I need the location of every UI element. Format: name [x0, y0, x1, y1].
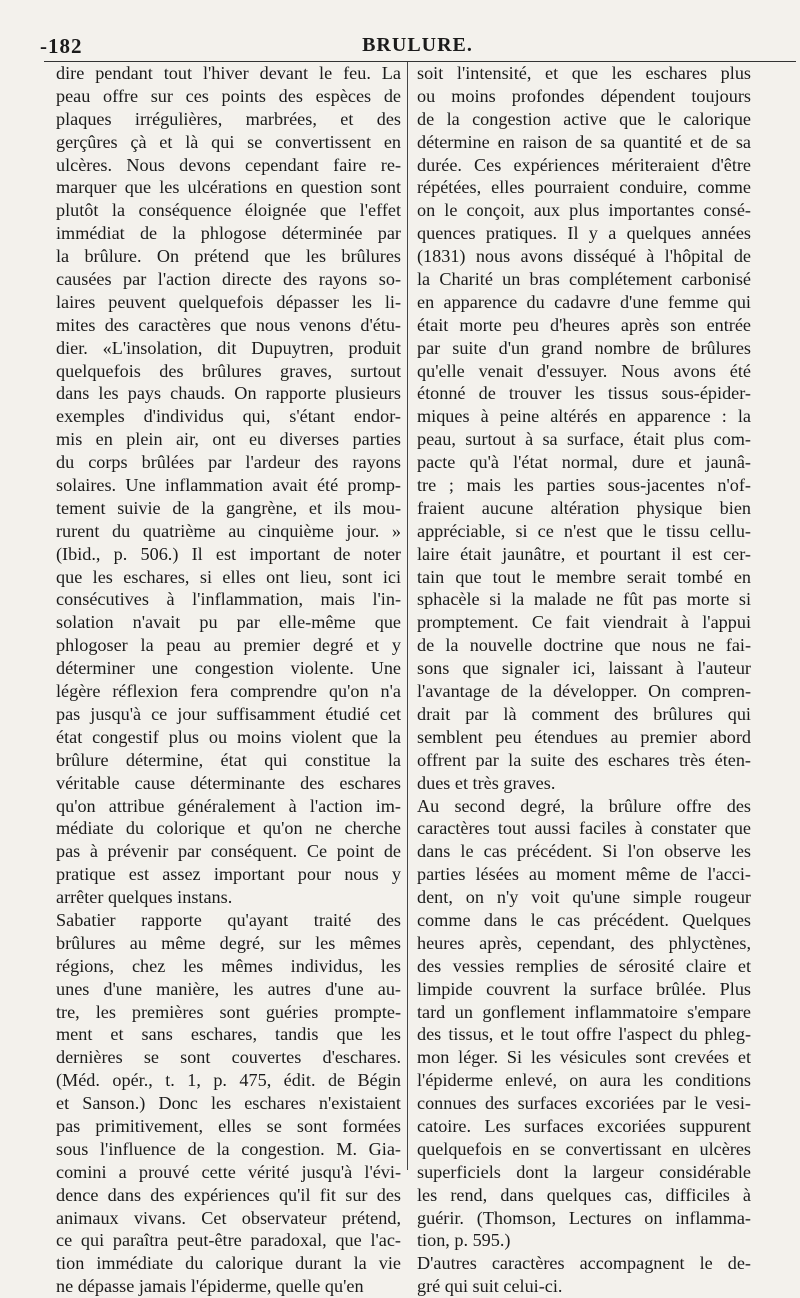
text-line: guérir. (Thomson, Lectures on inflamma- — [417, 1207, 751, 1228]
text-line: dues et très graves. — [417, 772, 556, 793]
text-line: et Sanson.) Donc les eschares n'existaient — [56, 1093, 401, 1114]
text-line: dent, on n'y voit qu'une simple rougeur — [417, 887, 751, 908]
text-line: Sabatier rapporte qu'ayant traité des — [56, 909, 401, 930]
text-line: état congestif plus ou moins violent que la — [56, 726, 401, 747]
text-line: légère réflexion fera comprendre qu'on n'a — [56, 681, 401, 702]
text-line: par suite d'un grand nombre de brûlures — [417, 337, 751, 358]
right-column — [417, 62, 751, 1298]
text-line: dence dans des expériences qu'il fit sur des — [56, 1184, 401, 1205]
text-line: miques à peine altérés en apparence : la — [417, 406, 751, 427]
text-line: pratique est assez important pour nous y — [56, 864, 401, 885]
text-line: tre ; mais les parties sous-jacentes n'of- — [417, 475, 751, 496]
text-line: parties lésées au moment même de l'acci- — [417, 864, 751, 885]
text-line: véritable cause déterminante des eschares — [56, 772, 401, 793]
text-line: ulcères. Nous devons cependant faire re- — [56, 154, 401, 175]
text-line: dans le cas précédent. Si l'on observe les — [417, 841, 751, 862]
text-line: (Ibid., p. 506.) Il est important de noter — [56, 543, 401, 564]
text-line: gerçûres çà et là qui se convertissent en — [56, 131, 401, 152]
text-line: comme dans le cas précédent. Quelques — [417, 909, 751, 930]
text-line: pas primitivement, elles se sont formées — [56, 1115, 401, 1136]
text-line: tain que tout le membre serait tombé en — [417, 566, 751, 587]
text-line: on le conçoit, aux plus importantes consé- — [417, 200, 751, 221]
text-line: immédiat de la phlogose déterminée par — [56, 223, 401, 244]
text-line: consécutives à l'inflammation, mais l'in- — [56, 589, 401, 610]
text-line: la brûlure. On prétend que les brûlures — [56, 246, 401, 267]
text-line: tion, p. 595.) — [417, 1230, 511, 1251]
text-line: détermine en raison de sa quantité et de sa — [417, 131, 751, 152]
text-line: Au second degré, la brûlure offre des — [417, 795, 751, 816]
text-line: déterminer une congestion violente. Une — [56, 658, 401, 679]
text-line: ce qui paraîtra peut-être paradoxal, que l'ac- — [56, 1230, 401, 1251]
text-line: (Méd. opér., t. 1, p. 475, édit. de Bégin — [56, 1070, 401, 1091]
text-line: pacte qu'à l'état normal, dure et jaunâ- — [417, 452, 751, 473]
text-line: fraient aucune altération physique bien — [417, 497, 751, 518]
text-line: durée. Ces expériences mériteraient d'être — [417, 154, 751, 175]
text-line: limpide couvrent la surface brûlée. Plus — [417, 978, 751, 999]
text-line: sphacèle si la malade ne fût pas morte si — [417, 589, 751, 610]
left-column — [56, 62, 401, 1298]
text-line: du corps brûlées par l'ardeur des rayons — [56, 452, 401, 473]
text-line: tement suivie de la gangrène, et ils mou- — [56, 497, 401, 518]
text-line: comini a prouvé cette vérité jusqu'à l'évi- — [56, 1161, 401, 1182]
text-line: connues des surfaces excoriées par le vesi- — [417, 1093, 751, 1114]
text-line: animaux vivans. Cet observateur prétend, — [56, 1207, 401, 1228]
text-line: semblent peu étendues au premier abord — [417, 726, 751, 747]
text-line: plutôt la conséquence éloignée que l'effet — [56, 200, 401, 221]
running-title: BRULURE. — [362, 34, 473, 56]
text-line: unes d'une manière, les autres d'une au- — [56, 978, 401, 999]
text-line: (1831) nous avons disséqué à l'hôpital de — [417, 246, 751, 267]
text-line: brûlures au même degré, sur les mêmes — [56, 932, 401, 953]
text-line: exemples d'individus qui, s'étant endor- — [56, 406, 401, 427]
text-line: des tissus, et le tout offre l'aspect du phleg- — [417, 1024, 751, 1045]
text-line: D'autres caractères accompagnent le de- — [417, 1253, 751, 1274]
text-line: de la nouvelle doctrine que nous ne fai- — [417, 635, 751, 656]
text-line: médiate du colorique et qu'on ne cherche — [56, 818, 401, 839]
text-line: pas jusqu'à ce jour suffisamment étudié cet — [56, 703, 401, 724]
text-line: phlogoser la peau au premier degré et y — [56, 635, 401, 656]
text-line: ment et sans eschares, tandis que les — [56, 1024, 401, 1045]
page-header — [40, 34, 795, 60]
text-line: mis en plein air, ont eu diverses parties — [56, 429, 401, 450]
text-line: offrent par la suite des eschares très éten- — [417, 749, 751, 770]
text-line: appréciable, si ce n'est que le tissu cellu- — [417, 520, 751, 541]
text-line: les rend, dans quelques cas, difficiles à — [417, 1184, 751, 1205]
text-line: catoire. Les surfaces excoriées suppurent — [417, 1115, 751, 1136]
text-line: quences pratiques. Il y a quelques années — [417, 223, 751, 244]
text-line: qu'elle venait d'essuyer. Nous avons été — [417, 360, 751, 381]
text-line: l'épiderme enlevé, on aura les conditions — [417, 1070, 751, 1091]
text-line: des vessies remplies de sérosité claire et — [417, 955, 751, 976]
text-line: causées par l'action directe des rayons so- — [56, 269, 401, 290]
text-line: promptement. Ce fait viendrait à l'appui — [417, 612, 751, 633]
text-line: en apparence du cadavre d'une femme qui — [417, 291, 751, 312]
text-line: mon léger. Si les vésicules sont crevées et — [417, 1047, 751, 1068]
text-line: tion immédiate du calorique durant la vie — [56, 1253, 401, 1274]
text-line: arrêter quelques instans. — [56, 887, 233, 908]
text-line: qu'on attribue généralement à l'action im- — [56, 795, 401, 816]
text-line: plaques irrégulières, marbrées, et des — [56, 108, 401, 129]
text-line: peau offre sur ces points des espèces de — [56, 85, 401, 106]
text-line: mites des caractères que nous venons d'étu- — [56, 314, 401, 335]
text-line: laire était jaunâtre, et pourtant il est cer- — [417, 543, 751, 564]
text-line: ne dépasse jamais l'épiderme, quelle qu'en — [56, 1276, 364, 1297]
text-line: de la congestion active que le calorique — [417, 108, 751, 129]
text-line: peau, surtout à sa surface, était plus com- — [417, 429, 751, 450]
text-line: était morte peu d'heures après son entrée — [417, 314, 751, 335]
text-line: drait par là comment des brûlures qui — [417, 703, 751, 724]
text-line: ou moins profondes dépendent toujours — [417, 85, 751, 106]
text-line: gré qui suit celui-ci. — [417, 1276, 563, 1297]
text-line: tard un gonflement inflammatoire s'empare — [417, 1001, 751, 1022]
text-line: tre, les premières sont guéries prompte- — [56, 1001, 401, 1022]
text-line: dier. «L'insolation, dit Dupuytren, produit — [56, 337, 401, 358]
text-line: sons que signaler ici, laissant à l'auteur — [417, 658, 751, 679]
text-line: pas à prévenir par conséquent. Ce point de — [56, 841, 401, 862]
text-line: marquer que les ulcérations en question sont — [56, 177, 401, 198]
text-line: dire pendant tout l'hiver devant le feu. La — [56, 63, 401, 83]
text-line: rurent du quatrième au cinquième jour. » — [56, 520, 401, 541]
text-line: solation n'avait pu par elle-même que — [56, 612, 401, 633]
text-line: solaires. Une inflammation avait été promp- — [56, 475, 401, 496]
text-line: sous l'influence de la congestion. M. Gia- — [56, 1138, 401, 1159]
text-line: brûlure détermine, état qui constitue la — [56, 749, 401, 770]
text-line: étonné de trouver les tissus sous-épider- — [417, 383, 751, 404]
text-line: laires peuvent quelquefois dépasser les li- — [56, 291, 401, 312]
text-line: dans les pays chauds. On rapporte plusieurs — [56, 383, 401, 404]
text-line: superficiels dont la largeur considérable — [417, 1161, 751, 1182]
text-line: la Charité un bras complétement carbonisé — [417, 269, 751, 290]
text-line: soit l'intensité, et que les eschares plus — [417, 63, 751, 83]
text-line: heures après, cependant, des phlyctènes, — [417, 932, 751, 953]
text-line: quelquefois en se convertissant en ulcères — [417, 1138, 751, 1159]
text-line: dernières se sont couvertes d'eschares. — [56, 1047, 401, 1068]
text-line: répétées, elles pourraient conduire, comme — [417, 177, 751, 198]
text-line: que les eschares, si elles ont lieu, sont ici — [56, 566, 401, 587]
text-line: quelquefois des brûlures graves, surtout — [56, 360, 401, 381]
text-line: l'avantage de la développer. On compren- — [417, 681, 751, 702]
text-line: caractères tout aussi faciles à constater que — [417, 818, 751, 839]
text-line: régions, chez les mêmes individus, les — [56, 955, 401, 976]
column-divider — [407, 62, 408, 1170]
page-number: -182 — [40, 34, 83, 58]
